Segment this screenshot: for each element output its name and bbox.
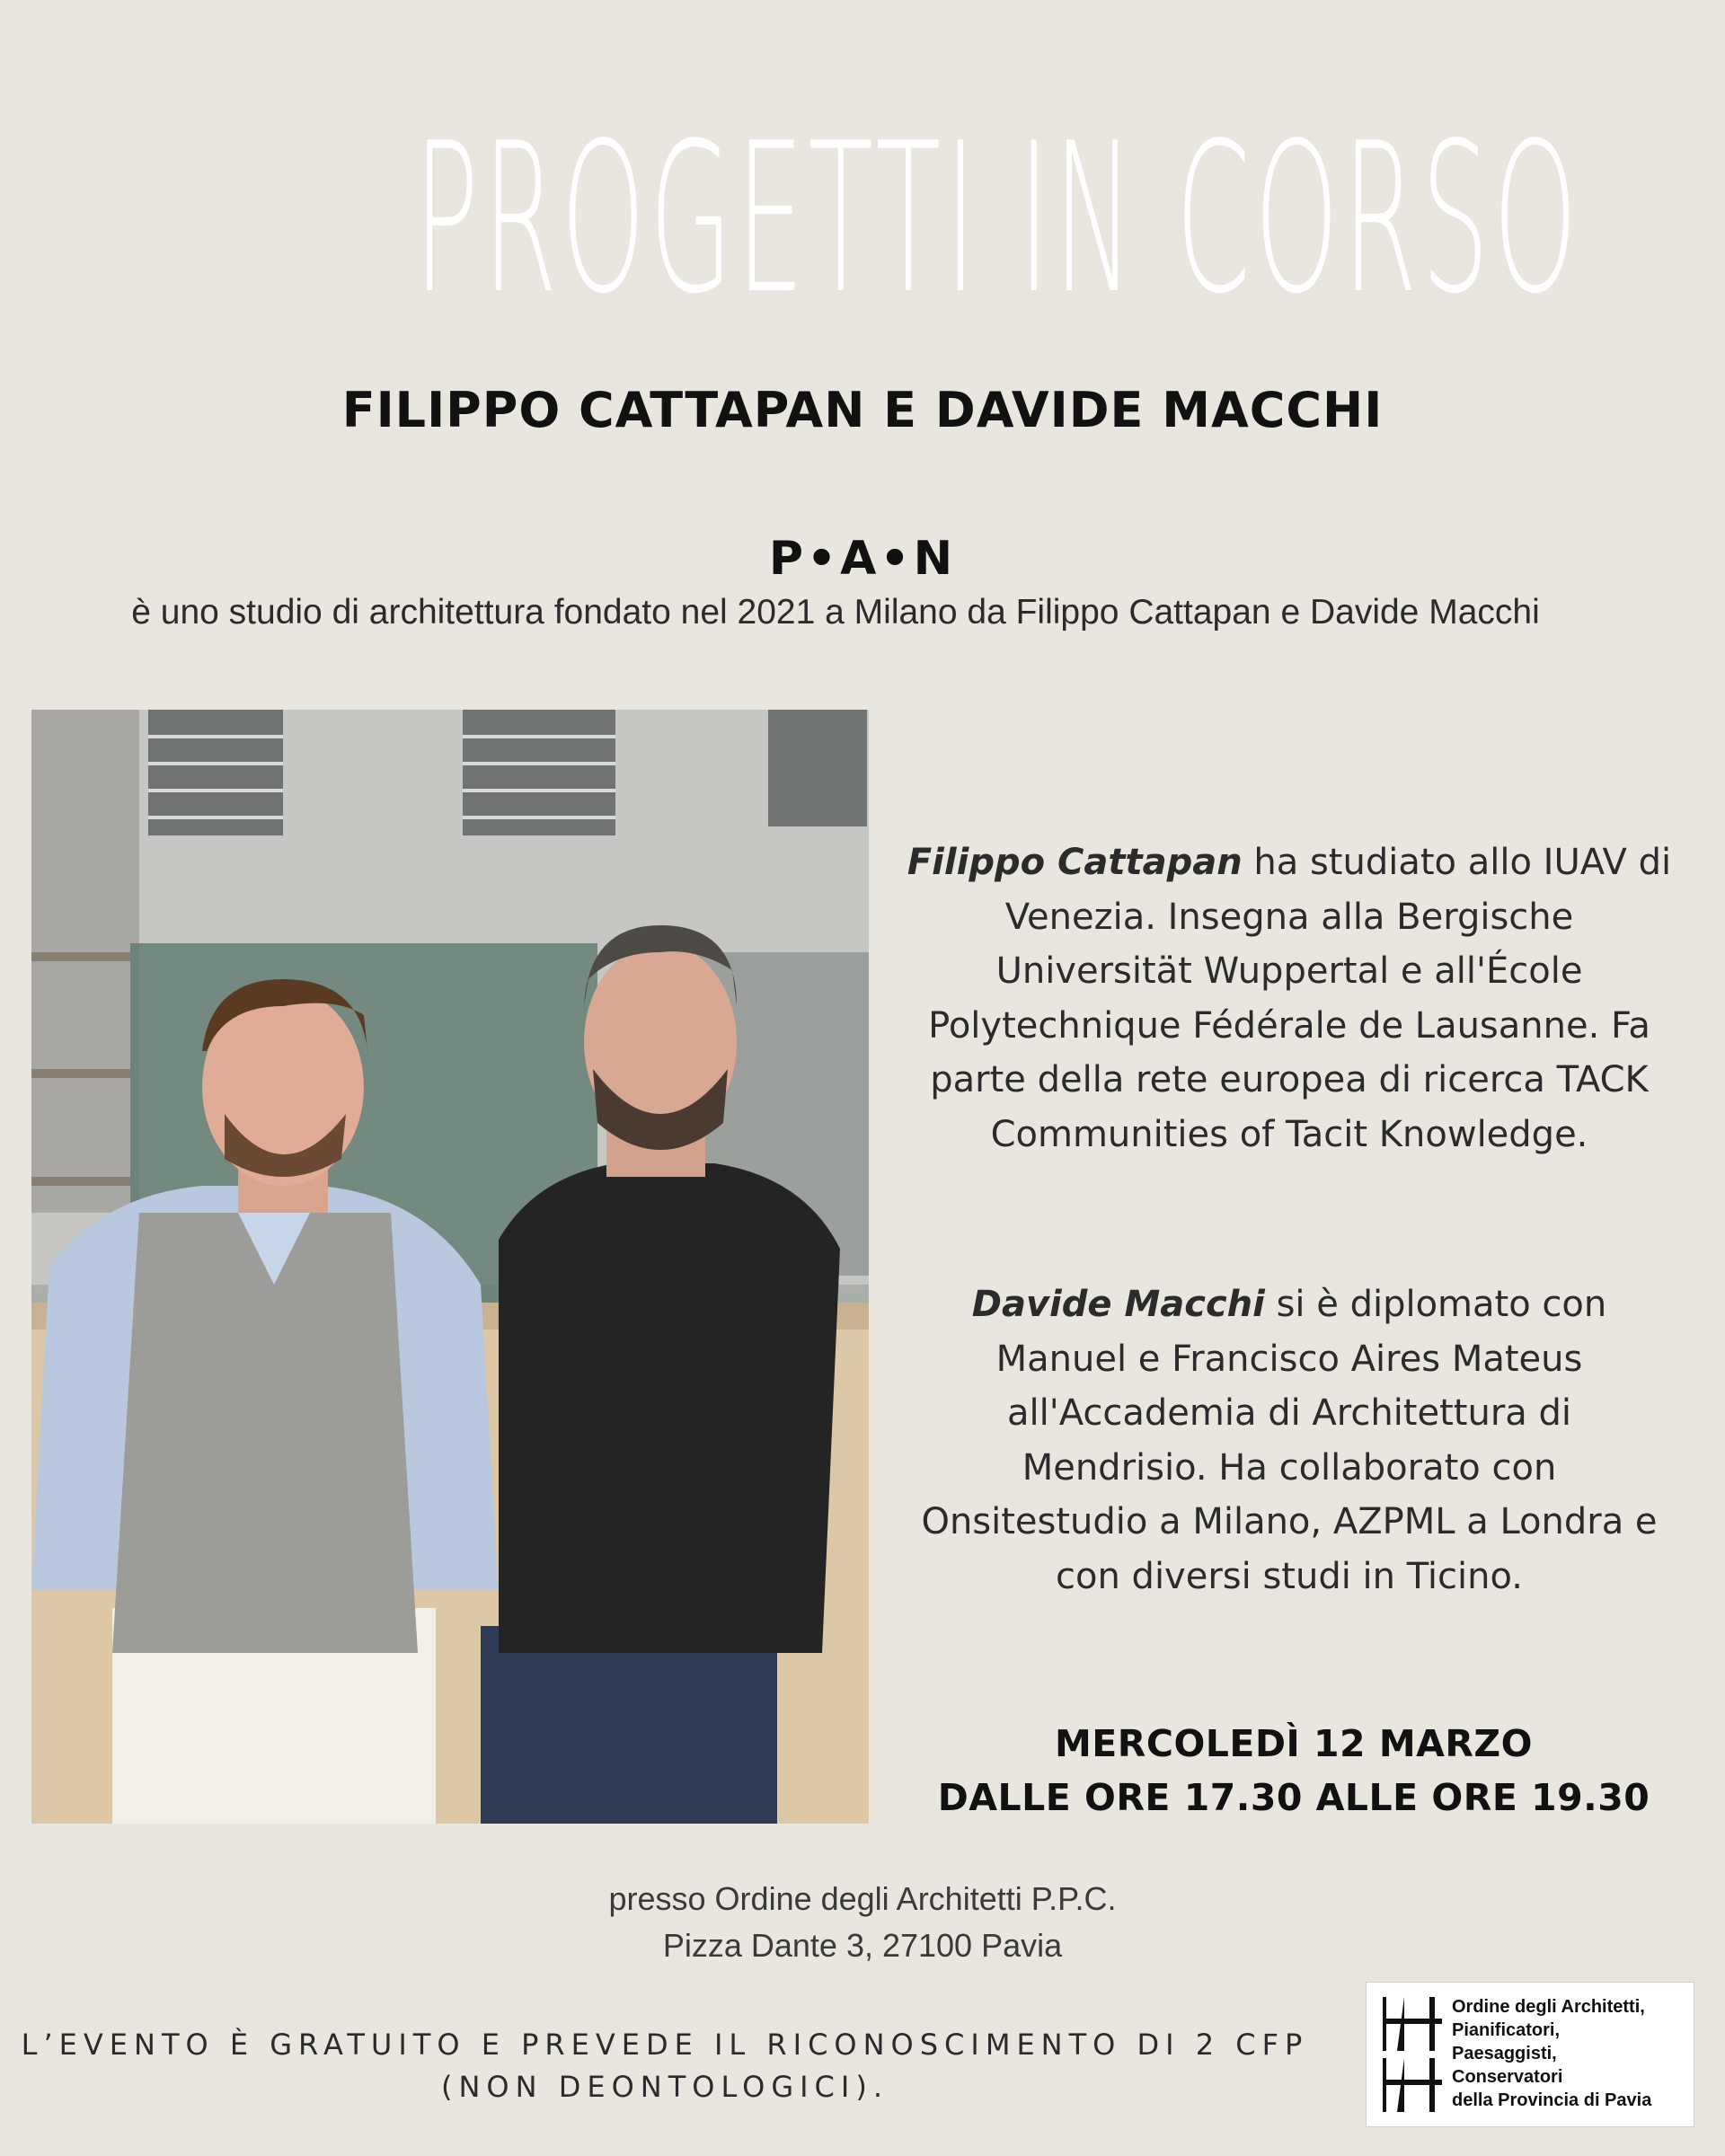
logo-text: Ordine degli Architetti, Pianificatori, Paesaggisti, Conservatori della Provincia di Pavia [1452, 1997, 1652, 2110]
order-logo [1366, 1982, 1694, 2127]
footer-note: L’EVENTO È GRATUITO E PREVEDE IL RICONOSCIMENTO DI 2 CFP [21, 2028, 1309, 2062]
studio-name: P•A•N [768, 532, 957, 586]
footer-note-cont: (NON DEONTOLOGICI). [441, 2070, 889, 2104]
speakers-photo [31, 710, 869, 1824]
event-series-title: PROGETTI IN CORSO [413, 100, 1581, 340]
event-date: MERCOLEDÌ 12 MARZO [1054, 1722, 1534, 1765]
bio-davide-macchi: Davide Macchi si è diplomato con Manuel e Francisco Aires Mateus all'Accademia di Architettura di Mendrisio. Ha collaborato con Onsitestudio a Milano, AZPML a Londra e con diversi studi in Ticino. [921, 1284, 1658, 1597]
bio-name: Filippo Cattapan [907, 842, 1243, 883]
architects-order-icon [1377, 1992, 1449, 2117]
venue-name: presso Ordine degli Architetti P.P.C. [608, 1880, 1117, 1917]
event-time: DALLE ORE 17.30 ALLE ORE 19.30 [937, 1776, 1650, 1819]
bio-filippo-cattapan: Filippo Cattapan ha studiato allo IUAV di Venezia. Insegna alla Bergische Universität Wuppertal e all'École Polytechnique Fédérale de Lausanne. Fa parte della rete europea di ricerca TACK Communities of Tacit Knowledge. [907, 842, 1672, 1155]
bio-name: Davide Macchi [971, 1284, 1265, 1325]
studio-description: è uno studio di architettura fondato nel 2021 a Milano da Filippo Cattapan e Davide Macchi [131, 593, 1540, 632]
speakers-heading: FILIPPO CATTAPAN E DAVIDE MACCHI [341, 382, 1384, 438]
venue-address: Pizza Dante 3, 27100 Pavia [662, 1927, 1063, 1964]
